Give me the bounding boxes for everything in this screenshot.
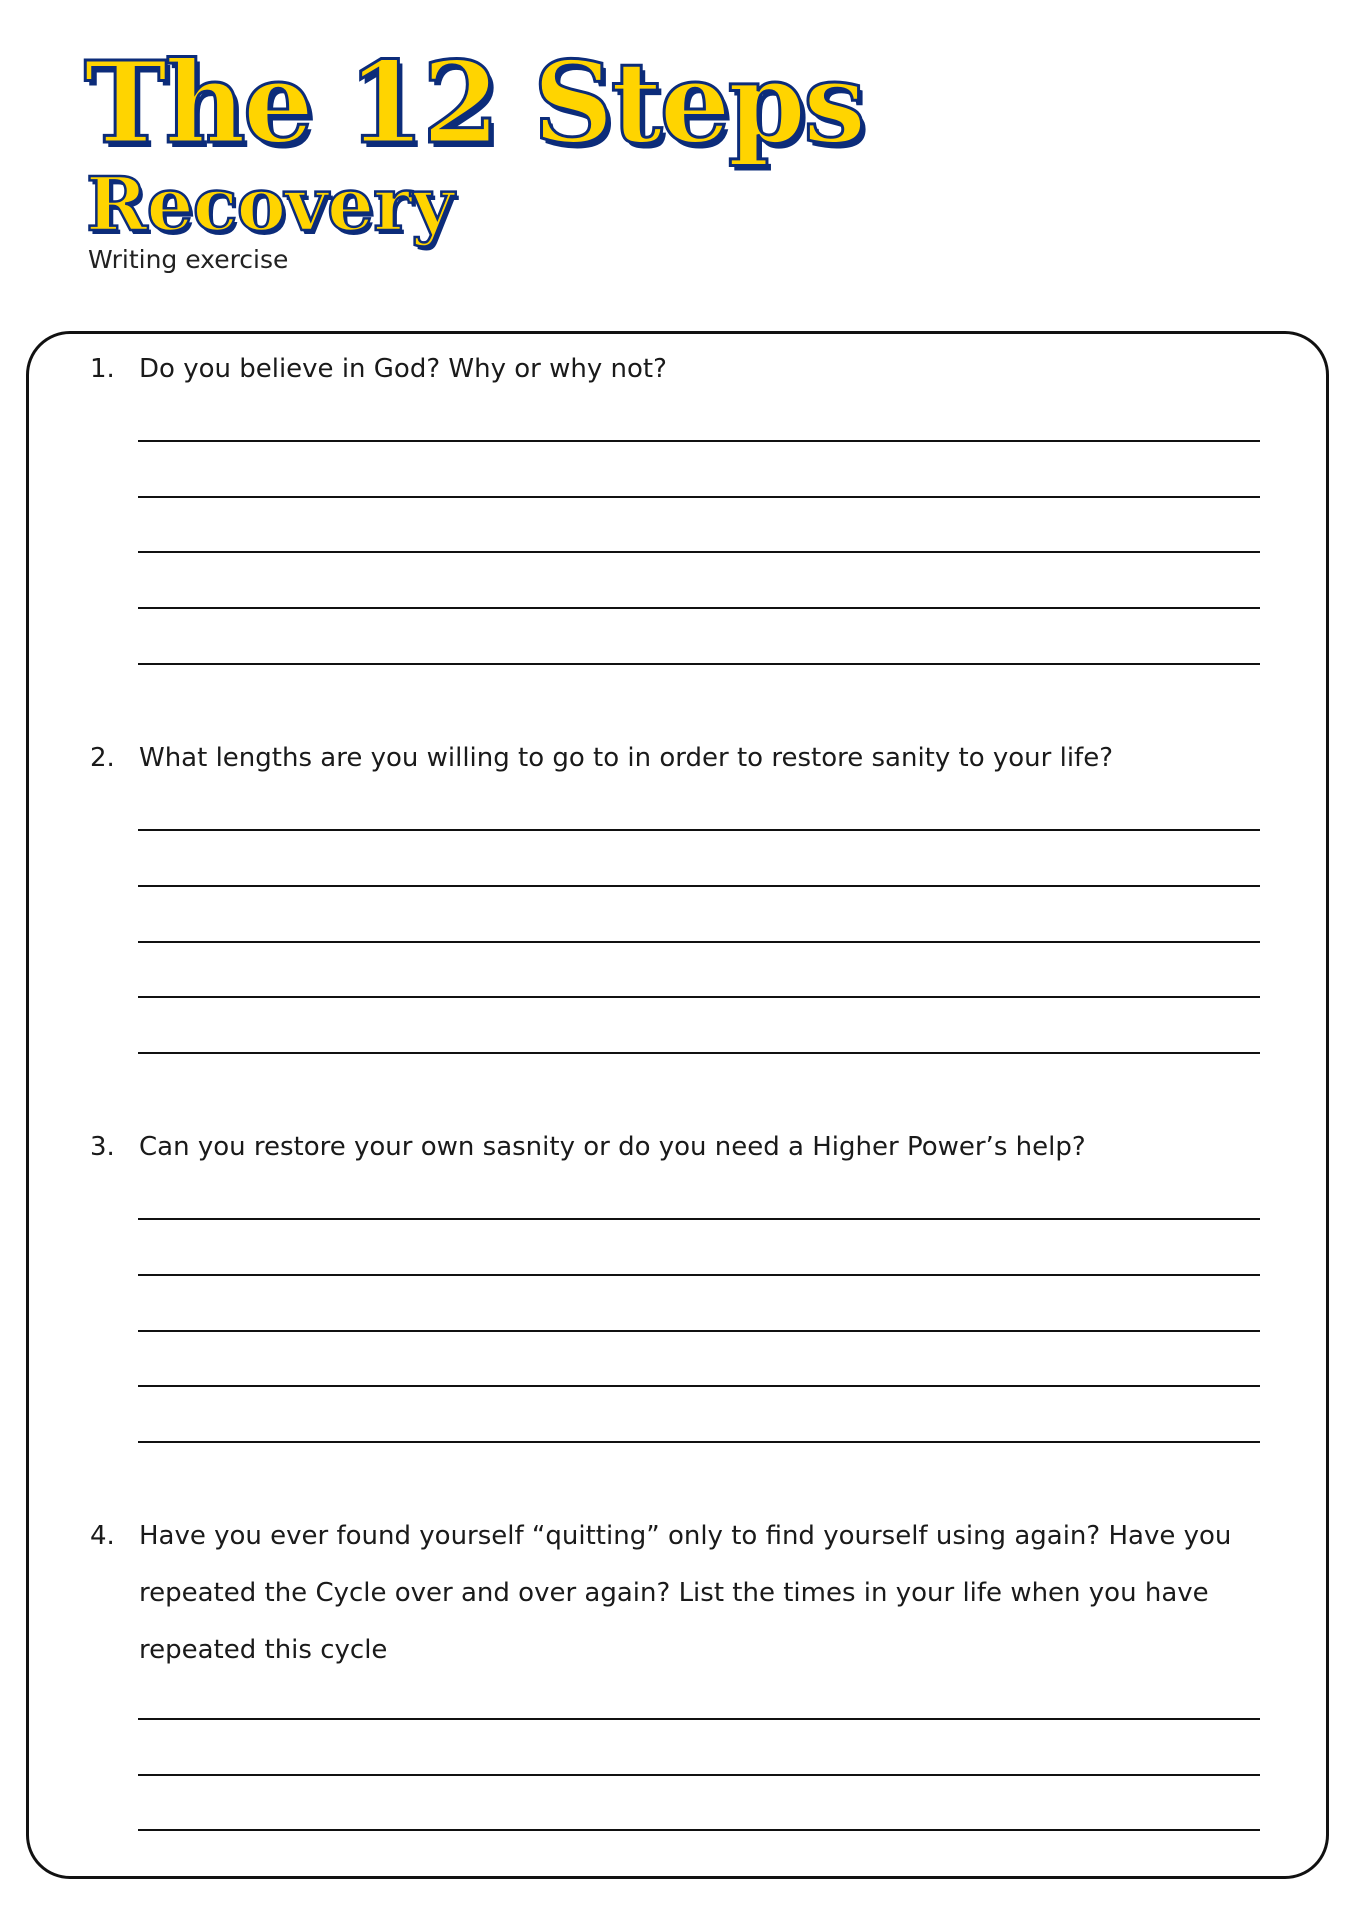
answer-line[interactable]	[138, 1385, 1260, 1387]
answer-line[interactable]	[138, 496, 1260, 498]
answer-line[interactable]	[138, 607, 1260, 609]
answer-line[interactable]	[138, 1052, 1260, 1054]
answer-line[interactable]	[138, 829, 1260, 831]
answer-line[interactable]	[138, 1441, 1260, 1443]
answer-line[interactable]	[138, 1218, 1260, 1220]
question-text: Do you believe in God? Why or why not?	[139, 354, 667, 384]
answer-line[interactable]	[138, 551, 1260, 553]
answer-line[interactable]	[138, 440, 1260, 442]
answer-line[interactable]	[138, 996, 1260, 998]
question-number: 1.	[90, 354, 115, 384]
answer-line[interactable]	[138, 885, 1260, 887]
answer-line[interactable]	[138, 1774, 1260, 1776]
worksheet-subtitle-title: Recovery	[86, 162, 454, 248]
question-text: Have you ever found yourself “quitting” only to find yourself using again? Have you repeated the Cycle over and over again? List the times in your life when you have repeated this cycle	[139, 1521, 1232, 1665]
answer-line[interactable]	[138, 1330, 1260, 1332]
question-number: 4.	[90, 1521, 115, 1551]
question-number: 2.	[90, 743, 115, 773]
worksheet-description: Writing exercise	[88, 245, 289, 274]
question-number: 3.	[90, 1132, 115, 1162]
answer-line[interactable]	[138, 1274, 1260, 1276]
worksheet-title: The 12 Steps	[84, 38, 864, 169]
answer-line[interactable]	[138, 1718, 1260, 1720]
question-text: What lengths are you willing to go to in order to restore sanity to your life?	[139, 743, 1114, 773]
answer-line[interactable]	[138, 941, 1260, 943]
question-text: Can you restore your own sasnity or do you need a Higher Power’s help?	[139, 1132, 1086, 1162]
answer-line[interactable]	[138, 1829, 1260, 1831]
answer-line[interactable]	[138, 663, 1260, 665]
